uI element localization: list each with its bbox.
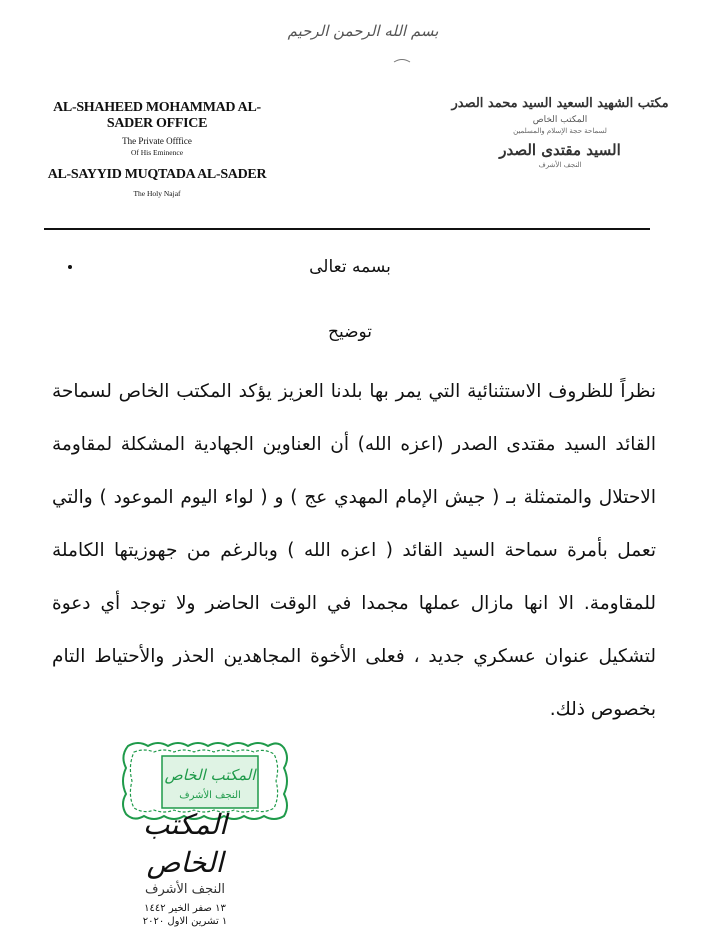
decorative-dot [68, 265, 72, 269]
letter-line: القائد السيد مقتدى الصدر (اعزه الله) أن العناوين الجهادية المشكلة لمقاومة [52, 434, 656, 455]
signature-office: المكتب الخاص [143, 808, 227, 879]
letter-line: لتشكيل عنوان عسكري جديد ، فعلى الأخوة المجاهدين الحذر والأحتياط التام [52, 646, 656, 667]
letterhead-arabic-name: السيد مقتدى الصدر [499, 141, 621, 159]
letter-line: للمقاومة. الا انها مازال عملها مجمدا في الوقت الحاضر ولا توجد أي دعوة [52, 593, 656, 614]
stamp-text-office: المكتب الخاص [164, 766, 256, 784]
letterhead-english-line1: The Private Offfice [122, 136, 192, 146]
letterhead-english-title: AL-SHAHEED MOHAMMAD AL-SADER OFFICE [53, 100, 261, 131]
letterhead-arabic [432, 96, 688, 169]
letterhead-arabic-line2: لسماحة حجة الإسلام والمسلمين [513, 127, 607, 135]
header-divider [44, 228, 650, 230]
letterhead-arabic-city: النجف الأشرف [538, 161, 582, 169]
letter-opening: بسمه تعالى [309, 257, 391, 277]
letterhead-arabic-line1: المكتب الخاص [532, 115, 588, 125]
letterhead-arabic-title: مكتب الشهيد السعيد السيد محمد الصدر [451, 96, 669, 111]
signature-block [110, 806, 260, 927]
letter-line: نظراً للظروف الاستثنائية التي يمر بها بلدنا العزيز يؤكد المكتب الخاص لسماحة [52, 381, 656, 402]
basmala: بسم الله الرحمن الرحيم [287, 22, 439, 40]
stamp-text-city: النجف الأشرف [179, 790, 241, 801]
letter-line: بخصوص ذلك. [549, 699, 656, 720]
letterhead-english-line2: Of His Eminence [130, 148, 184, 157]
letterhead-english [32, 100, 282, 198]
basmala-ornament-icon [392, 57, 412, 67]
letter-line: تعمل بأمرة سماحة السيد القائد ( اعزه الله ) وبالرغم من جهوزيتها الكاملة [52, 540, 656, 561]
signature-date-gregorian: ١ تشرين الاول ٢٠٢٠ [142, 916, 228, 927]
letter-line: الاحتلال والمتمثلة بـ ( جيش الإمام المهدي عج ) و ( لواء اليوم الموعود ) والتي [52, 487, 656, 508]
letter-heading: توضيح [327, 322, 373, 342]
letterhead-english-city: The Holy Najaf [133, 189, 181, 198]
letter-body [52, 372, 656, 743]
signature-date-hijri: ١٣ صفر الخير ١٤٤٢ [144, 903, 226, 914]
signature-city: النجف الأشرف [144, 882, 226, 897]
letterhead-english-name: AL-SAYYID MUQTADA AL-SADER [47, 167, 267, 182]
